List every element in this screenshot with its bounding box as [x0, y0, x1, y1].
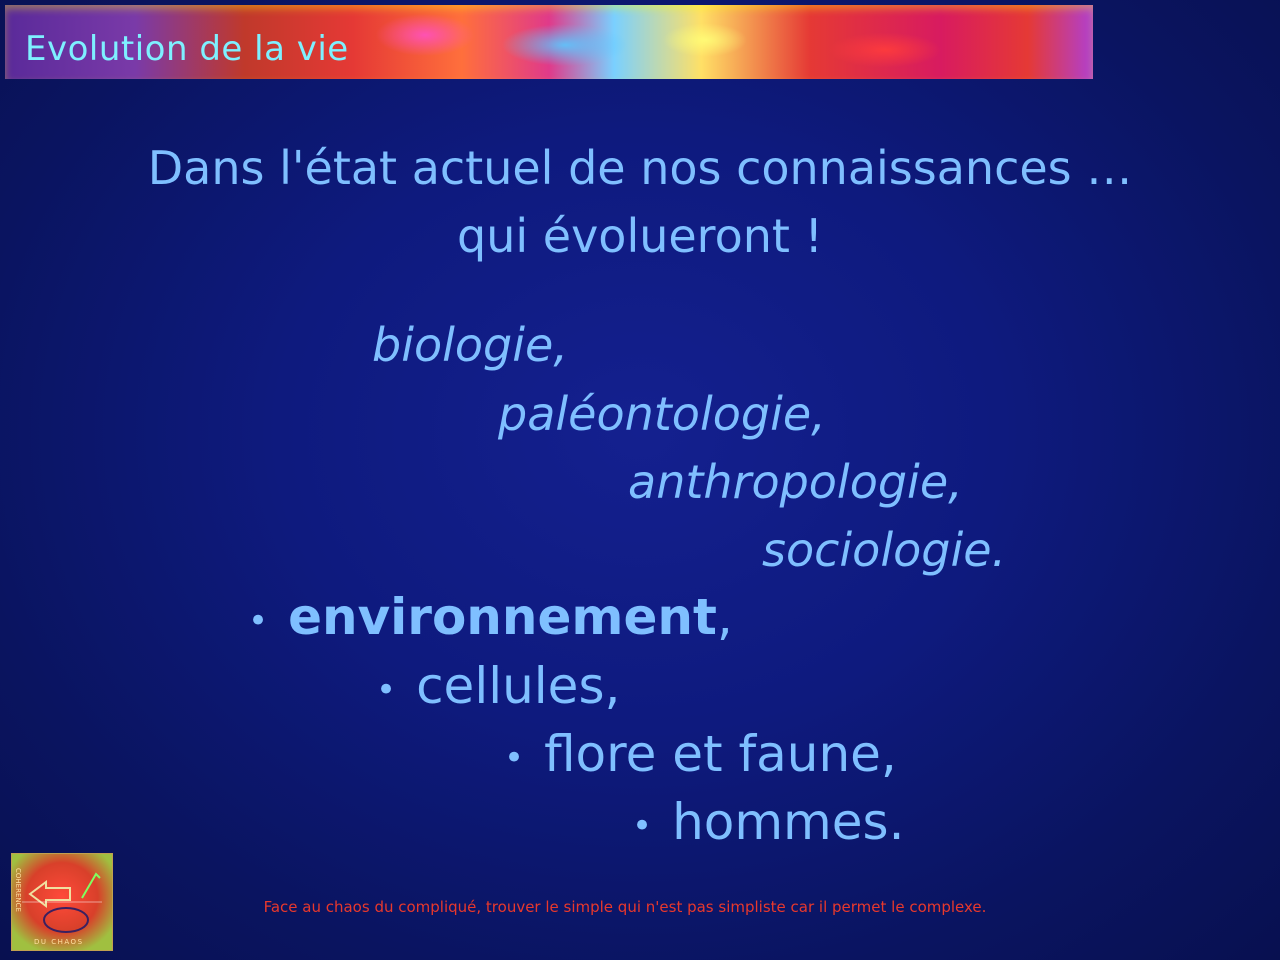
bullet-environnement	[248, 587, 733, 651]
bullet-dot-icon: •	[248, 600, 269, 641]
discipline-anthropologie: anthropologie,	[628, 455, 963, 509]
discipline-paleontologie: paléontologie,	[498, 387, 826, 441]
logo-vertical-text: COHERENCE	[14, 868, 22, 912]
title-banner	[5, 5, 1093, 79]
bullet-dot-icon: •	[504, 737, 525, 778]
bullet-text: hommes.	[672, 793, 905, 851]
bullet-dot-icon: •	[376, 669, 397, 710]
bullet-hommes	[632, 792, 904, 856]
bullet-cellules	[376, 656, 620, 720]
bullet-text: environnement	[288, 588, 717, 646]
logo-bottom-text: DU CHAOS	[34, 938, 84, 946]
discipline-sociologie: sociologie.	[762, 523, 1007, 577]
headline-line-1: Dans l'état actuel de nos connaissances …	[147, 141, 1133, 195]
headline-line-2: qui évolueront !	[457, 209, 823, 263]
discipline-biologie: biologie,	[372, 318, 568, 372]
bullet-suffix: ,	[716, 588, 733, 646]
headline	[0, 134, 1280, 270]
slide-title: Evolution de la vie	[25, 29, 349, 69]
footer-quote: Face au chaos du compliqué, trouver le simple qui n'est pas simpliste car il permet le complexe.	[263, 898, 987, 916]
bullet-flore-et-faune	[504, 724, 897, 788]
bullet-text: cellules,	[416, 657, 621, 715]
bullet-dot-icon: •	[632, 805, 653, 846]
bullet-text: flore et faune,	[544, 725, 897, 783]
